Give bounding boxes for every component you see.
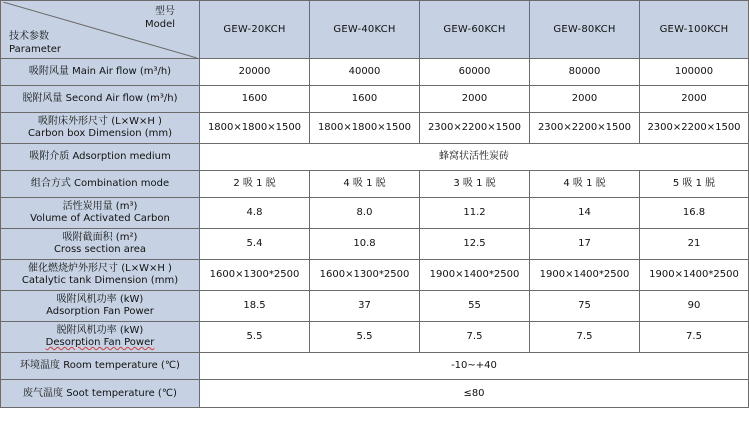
table-cell: 1800×1800×1500: [200, 113, 310, 144]
table-cell: 7.5: [420, 322, 530, 353]
table-cell: 1900×1400*2500: [640, 260, 749, 291]
table-row: [1, 198, 749, 229]
table-row: [1, 229, 749, 260]
row-label-en: Catalytic tank Dimension (mm): [21, 275, 179, 286]
table-row: [1, 171, 749, 198]
table-cell: 4 吸 1 脱: [530, 171, 640, 198]
table-cell: 2000: [530, 86, 640, 113]
table-cell: 90: [640, 291, 749, 322]
row-label: [1, 229, 200, 260]
table-cell: 2000: [420, 86, 530, 113]
table-row: [1, 59, 749, 86]
table-cell: 12.5: [420, 229, 530, 260]
row-label-en: Adsorption Fan Power: [46, 306, 154, 317]
row-label: 吸附风量 Main Air flow (m³/h): [1, 59, 200, 86]
corner-model-en: Model: [144, 18, 175, 30]
row-label-en: Carbon box Dimension (mm): [27, 128, 173, 139]
table-cell: 14: [530, 198, 640, 229]
row-label-cn: 脱附风机功率 (kW): [56, 325, 144, 336]
merged-cell: 蜂窝状活性炭砖: [200, 144, 749, 171]
row-label: 环境温度 Room temperature (℃): [1, 353, 200, 380]
corner-param-cn: 技术参数: [9, 30, 49, 42]
table-cell: 100000: [640, 59, 749, 86]
row-label-cn: 吸附截面积 (m²): [62, 232, 138, 243]
row-label: [1, 322, 200, 353]
table-row: [1, 260, 749, 291]
row-label: [1, 291, 200, 322]
table-row: [1, 113, 749, 144]
table-cell: 40000: [310, 59, 420, 86]
table-cell: 80000: [530, 59, 640, 86]
table-cell: 5.5: [310, 322, 420, 353]
table-row: [1, 291, 749, 322]
table-cell: 55: [420, 291, 530, 322]
table-cell: 21: [640, 229, 749, 260]
table-cell: 3 吸 1 脱: [420, 171, 530, 198]
row-label-en: Volume of Activated Carbon: [30, 213, 170, 224]
table-cell: 1600: [200, 86, 310, 113]
table-cell: 11.2: [420, 198, 530, 229]
table-cell: 1800×1800×1500: [310, 113, 420, 144]
row-label-en: Cross section area: [53, 244, 147, 255]
table-cell: 1600×1300*2500: [310, 260, 420, 291]
table-cell: 2000: [640, 86, 749, 113]
table-cell: 7.5: [640, 322, 749, 353]
table-cell: 75: [530, 291, 640, 322]
table-cell: 2300×2200×1500: [420, 113, 530, 144]
row-label: 组合方式 Combination mode: [1, 171, 200, 198]
row-label: 废气温度 Soot temperature (℃): [1, 380, 200, 408]
corner-param-en: Parameter: [9, 43, 62, 55]
table-row: [1, 353, 749, 380]
table-cell: 18.5: [200, 291, 310, 322]
row-label-cn: 催化燃烧炉外形尺寸 (L×W×H ): [28, 263, 172, 274]
model-header: GEW-20KCH: [200, 1, 310, 59]
table-cell: 5.4: [200, 229, 310, 260]
model-header: GEW-80KCH: [530, 1, 640, 59]
table-cell: 1600×1300*2500: [200, 260, 310, 291]
table-cell: 1900×1400*2500: [530, 260, 640, 291]
corner-header-cell: [1, 1, 200, 59]
row-label: [1, 198, 200, 229]
model-header: GEW-100KCH: [640, 1, 749, 59]
table-cell: 8.0: [310, 198, 420, 229]
table-cell: 37: [310, 291, 420, 322]
header-row: [1, 1, 749, 59]
table-cell: 5 吸 1 脱: [640, 171, 749, 198]
corner-model-cn: 型号: [155, 5, 175, 17]
table-cell: 20000: [200, 59, 310, 86]
row-label-cn: 吸附床外形尺寸 (L×W×H ): [38, 116, 162, 127]
table-cell: 4.8: [200, 198, 310, 229]
row-label: 吸附介质 Adsorption medium: [1, 144, 200, 171]
table-row: [1, 144, 749, 171]
merged-cell: ≤80: [200, 380, 749, 408]
table-cell: 7.5: [530, 322, 640, 353]
row-label-en: Desorption Fan Power: [45, 337, 155, 348]
table-row: [1, 380, 749, 408]
table-cell: 60000: [420, 59, 530, 86]
table-row: [1, 86, 749, 113]
row-label: 脱附风量 Second Air flow (m³/h): [1, 86, 200, 113]
row-label-cn: 吸附风机功率 (kW): [56, 294, 144, 305]
row-label-cn: 活性炭用量 (m³): [62, 201, 138, 212]
row-label: [1, 260, 200, 291]
table-cell: 2300×2200×1500: [530, 113, 640, 144]
table-cell: 17: [530, 229, 640, 260]
table-cell: 2 吸 1 脱: [200, 171, 310, 198]
table-cell: 5.5: [200, 322, 310, 353]
table-cell: 2300×2200×1500: [640, 113, 749, 144]
table-cell: 1900×1400*2500: [420, 260, 530, 291]
row-label: [1, 113, 200, 144]
model-header: GEW-40KCH: [310, 1, 420, 59]
table-cell: 16.8: [640, 198, 749, 229]
table-cell: 1600: [310, 86, 420, 113]
table-cell: 10.8: [310, 229, 420, 260]
table-cell: 4 吸 1 脱: [310, 171, 420, 198]
model-header: GEW-60KCH: [420, 1, 530, 59]
table-row: [1, 322, 749, 353]
merged-cell: -10~+40: [200, 353, 749, 380]
